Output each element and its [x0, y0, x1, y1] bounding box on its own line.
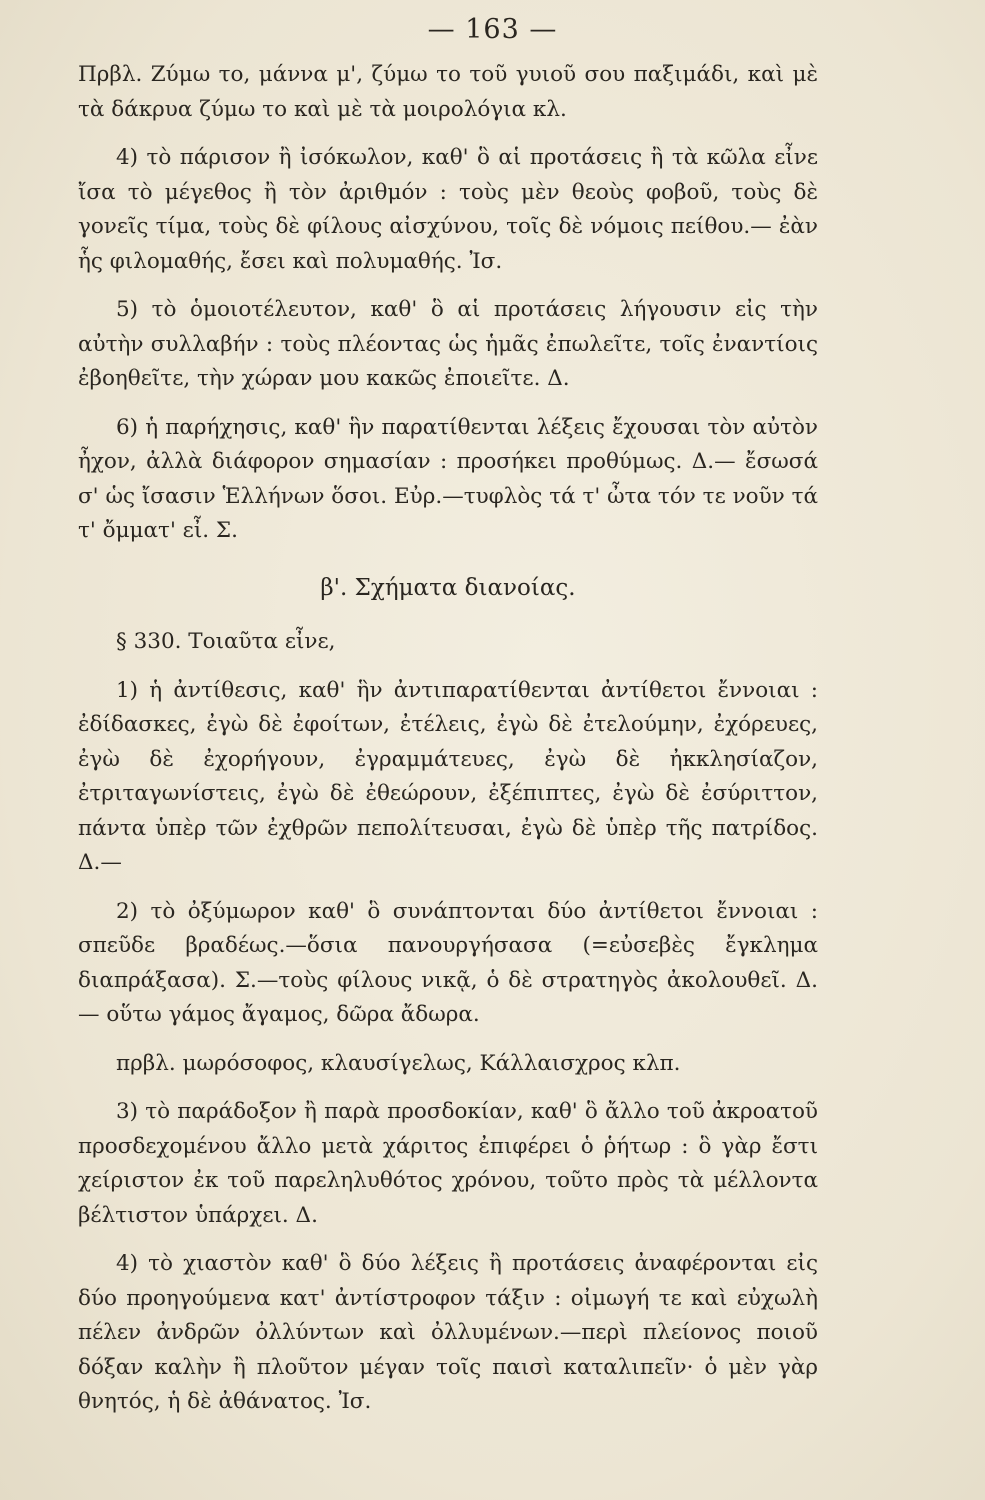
paragraph-parison: 4) τὸ πάρισον ἢ ἰσόκωλον, καθ' ὃ αἱ προτάσεις ἢ τὰ κῶλα εἶνε ἴσα τὸ μέγεθος ἢ τὸν ἀριθμόν : τοὺς μὲν θεοὺς φοβοῦ, τοὺς δὲ γονεῖς τίμα, τοὺς δὲ φίλους αἰσχύνου, τοῖς δὲ νόμοις πείθου.— ἐὰν ἧς φιλομαθής, ἔσει καὶ πολυμαθής. Ἰσ. [78, 145, 818, 274]
section-heading: β'. Σχήματα διανοίας. [320, 574, 576, 601]
paragraph-compare-note: Πρβλ. Ζύμω το, μάννα μ', ζύμω το τοῦ γυιοῦ σου παξιμάδι, καὶ μὲ τὰ δάκρυα ζύμω το καὶ μὲ τὰ μοιρολόγια κλ. [78, 62, 818, 122]
paragraph-compare-compounds: πρβλ. μωρόσοφος, κλαυσίγελως, Κάλλαισχρος κλπ. [116, 1050, 681, 1076]
page-text [78, 58, 818, 1434]
paragraph-paradox: 3) τὸ παράδοξον ἢ παρὰ προσδοκίαν, καθ' ὃ ἄλλο τοῦ ἀκροατοῦ προσδεχομένου ἄλλο μετὰ χάριτος ἐπιφέρει ὁ ῥήτωρ : ὃ γὰρ ἔστι χείριστον ἐκ τοῦ παρεληλυθότος χρόνου, τοῦτο πρὸς τὰ μέλλοντα βέλτιστον ὑπάρχει. Δ. [78, 1099, 818, 1228]
paragraph-section-330: § 330. Τοιαῦτα εἶνε, [116, 629, 336, 654]
paragraph-chiasmus: 4) τὸ χιαστὸν καθ' ὃ δύο λέξεις ἢ προτάσεις ἀναφέρονται εἰς δύο προηγούμενα κατ' ἀντίστροφον τάξιν : οἰμωγή τε καὶ εὐχωλὴ πέλεν ἀνδρῶν ὀλλύντων καὶ ὀλλυμένων.—περὶ πλείονος ποιοῦ δόξαν καλὴν ἢ πλοῦτον μέγαν τοῖς παισὶ καταλιπεῖν· ὁ μὲν γὰρ θνητός, ἡ δὲ ἀθάνατος. Ἰσ. [78, 1251, 818, 1414]
paragraph-oxymoron: 2) τὸ ὀξύμωρον καθ' ὃ συνάπτονται δύο ἀντίθετοι ἔννοιαι : σπεῦδε βραδέως.—ὅσια πανουργήσασα (=εὐσεβὲς ἔγκλημα διαπράξασα). Σ.—τοὺς φίλους νικᾷ, ὁ δὲ στρατηγὸς ἀκολουθεῖ. Δ.— οὕτω γάμος ἄγαμος, δῶρα ἄδωρα. [78, 898, 818, 1027]
paragraph-parechesis: 6) ἡ παρήχησις, καθ' ἣν παρατίθενται λέξεις ἔχουσαι τὸν αὐτὸν ἦχον, ἀλλὰ διάφορον σημασίαν : προσήκει προθύμως. Δ.— ἔσωσά σ' ὡς ἴσασιν Ἑλλήνων ὅσοι. Εὐρ.—τυφλὸς τά τ' ὦτα τόν τε νοῦν τά τ' ὄμματ' εἶ. Σ. [78, 414, 818, 543]
paragraph-antithesis: 1) ἡ ἀντίθεσις, καθ' ἣν ἀντιπαρατίθενται ἀντίθετοι ἔννοιαι : ἐδίδασκες, ἐγὼ δὲ ἐφοίτων, ἐτέλεις, ἐγὼ δὲ ἐτελούμην, ἐχόρευες, ἐγὼ δὲ ἐχορήγουν, ἐγραμμάτευες, ἐγὼ δὲ ἠκκλησίαζον, ἐτριταγωνίστεις, ἐγὼ δὲ ἐθεώρουν, ἐξέπιπτες, ἐγὼ δὲ ἐσύριττον, πάντα ὑπὲρ τῶν ἐχθρῶν πεπολίτευσαι, ἐγὼ δὲ ὑπὲρ τῆς πατρίδος. Δ.— [78, 677, 818, 875]
paragraph-homoioteleuton: 5) τὸ ὁμοιοτέλευτον, καθ' ὃ αἱ προτάσεις λήγουσιν εἰς τὴν αὐτὴν συλλαβήν : τοὺς πλέοντας ὡς ἡμᾶς ἐπωλεῖτε, τοῖς ἐναντίοις ἐβοηθεῖτε, τὴν χώραν μου κακῶς ἐποιεῖτε. Δ. [78, 297, 818, 391]
page-number: — 163 — [427, 14, 558, 45]
